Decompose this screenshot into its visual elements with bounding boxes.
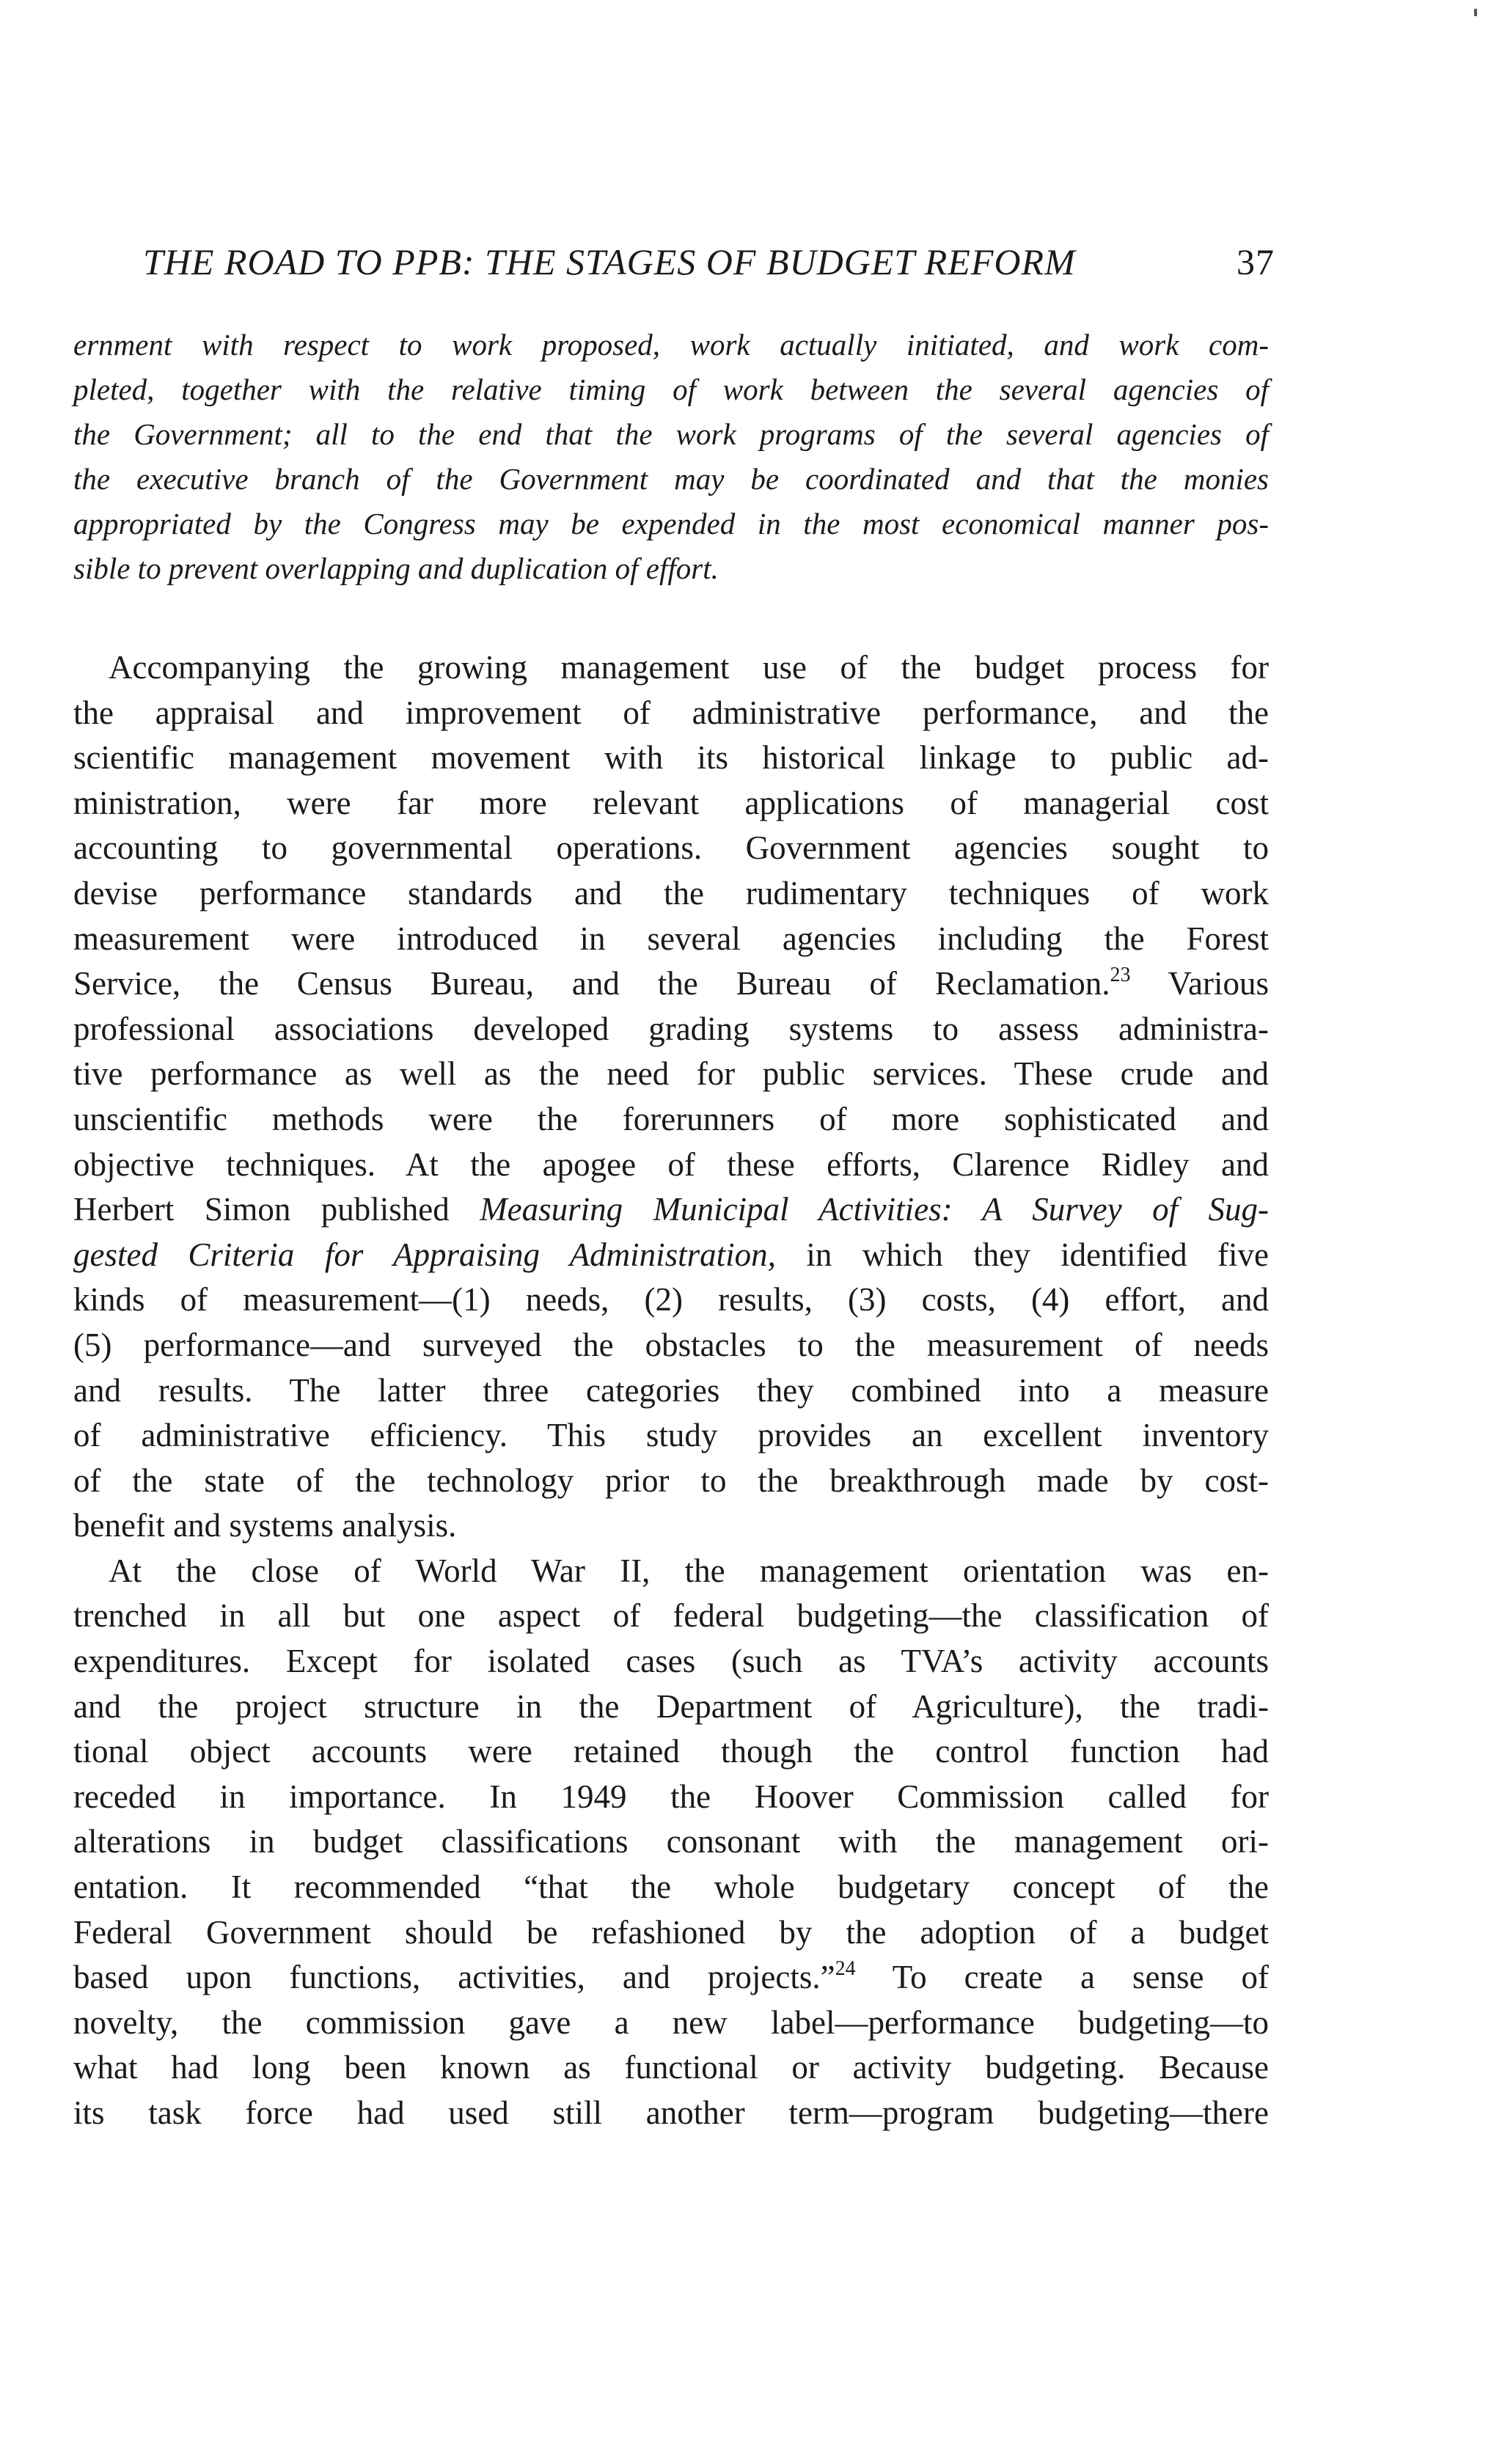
paragraph-1-line: measurement were introduced in several agencies including the Forest bbox=[73, 920, 1269, 957]
quote-line: ernment with respect to work proposed, work actually initiated, and work com- bbox=[73, 328, 1269, 362]
paragraph-1-line: tive performance as well as the need for public services. These crude and bbox=[73, 1055, 1269, 1093]
body-text bbox=[73, 645, 1269, 2136]
paragraph-2-line: entation. It recommended “that the whole budgetary concept of the bbox=[73, 1869, 1269, 1906]
paragraph-2-line bbox=[73, 1955, 1269, 2001]
paragraph-1-line: ministration, were far more relevant applications of managerial cost bbox=[73, 784, 1269, 821]
paragraph-1-line: accounting to governmental operations. Government agencies sought to bbox=[73, 829, 1269, 867]
paragraph-1-line: unscientific methods were the forerunners of more sophisticated and bbox=[73, 1100, 1269, 1137]
footnote-ref-24: 24 bbox=[835, 1957, 856, 1981]
paragraph-1-line bbox=[73, 961, 1269, 1007]
line-text: based upon functions, activities, and projects.” bbox=[73, 1959, 835, 1996]
paragraph-1-line: the appraisal and improvement of administrative performance, and the bbox=[73, 694, 1269, 731]
paragraph-1-line: (5) performance—and surveyed the obstacles to the measurement of needs bbox=[73, 1326, 1269, 1363]
scan-mark bbox=[1474, 9, 1477, 16]
paragraph-1-line: benefit and systems analysis. bbox=[73, 1507, 457, 1544]
paragraph-2-line: alterations in budget classifications consonant with the management ori- bbox=[73, 1823, 1269, 1860]
quote-line: the Government; all to the end that the work programs of the several agencies of bbox=[73, 417, 1269, 451]
line-text: Herbert Simon published bbox=[73, 1191, 480, 1228]
paragraph-1-line: kinds of measurement—(1) needs, (2) results, (3) costs, (4) effort, and bbox=[73, 1281, 1269, 1319]
paragraph-2-line: tional object accounts were retained though the control function had bbox=[73, 1733, 1269, 1770]
paragraph-1-line: objective techniques. At the apogee of these efforts, Clarence Ridley and bbox=[73, 1145, 1269, 1183]
paragraph-1-line: devise performance standards and the rudimentary techniques of work bbox=[73, 874, 1269, 912]
paragraph-1-line bbox=[73, 1187, 1269, 1233]
paragraph-1-line: of administrative efficiency. This study provides an excellent inventory bbox=[73, 1417, 1269, 1454]
page-number: 37 bbox=[1237, 241, 1275, 282]
paragraph-2-line: what had long been known as functional or activity budgeting. Because bbox=[73, 2049, 1269, 2086]
paragraph-1-line: of the state of the technology prior to the breakthrough made by cost- bbox=[73, 1462, 1269, 1499]
paragraph-1-line: professional associations developed grading systems to assess administra- bbox=[73, 1010, 1269, 1047]
paragraph-2-line: receded in importance. In 1949 the Hoover Commission called for bbox=[73, 1778, 1269, 1815]
footnote-ref-23: 23 bbox=[1110, 964, 1131, 987]
line-text: To create a sense of bbox=[855, 1959, 1269, 1996]
running-head bbox=[143, 236, 1275, 287]
paragraph-1-line: Accompanying the growing management use of the budget process for bbox=[109, 649, 1269, 686]
book-title: gested Criteria for Appraising Administration, bbox=[73, 1236, 776, 1273]
paragraph-1-line: and results. The latter three categories they combined into a measure bbox=[73, 1371, 1269, 1409]
line-text: Various bbox=[1130, 965, 1270, 1002]
paragraph-1-line: scientific management movement with its historical linkage to public ad- bbox=[73, 739, 1269, 777]
book-title: Measuring Municipal Activities: A Survey of Sug- bbox=[480, 1191, 1269, 1228]
paragraph-2-line: novelty, the commission gave a new label—performance budgeting—to bbox=[73, 2003, 1269, 2041]
block-quote bbox=[73, 323, 1269, 591]
quote-line: sible to prevent overlapping and duplication of effort. bbox=[73, 551, 719, 585]
line-text: Service, the Census Bureau, and the Bureau of Reclamation. bbox=[73, 965, 1110, 1002]
paragraph-2-line: trenched in all but one aspect of federal budgeting—the classification of bbox=[73, 1597, 1269, 1635]
paragraph-2-line: Federal Government should be refashioned by the adoption of a budget bbox=[73, 1913, 1269, 1951]
paragraph-1-line bbox=[73, 1233, 1269, 1278]
quote-line: pleted, together with the relative timing of work between the several agencies of bbox=[73, 373, 1269, 406]
line-text: in which they identified five bbox=[775, 1236, 1269, 1273]
paragraph-2-line: expenditures. Except for isolated cases (such as TVA’s activity accounts bbox=[73, 1643, 1269, 1680]
quote-line: the executive branch of the Government may be coordinated and that the monies bbox=[73, 462, 1269, 496]
paragraph-2-line: its task force had used still another term—program budgeting—there bbox=[73, 2094, 1269, 2131]
paragraph-2-line: At the close of World War II, the management orientation was en- bbox=[109, 1552, 1269, 1589]
running-head-title: THE ROAD TO PPB: THE STAGES OF BUDGET REFORM bbox=[143, 241, 1076, 282]
paragraph-2-line: and the project structure in the Department of Agriculture), the tradi- bbox=[73, 1687, 1269, 1725]
quote-line: appropriated by the Congress may be expended in the most economical manner pos- bbox=[73, 507, 1269, 540]
